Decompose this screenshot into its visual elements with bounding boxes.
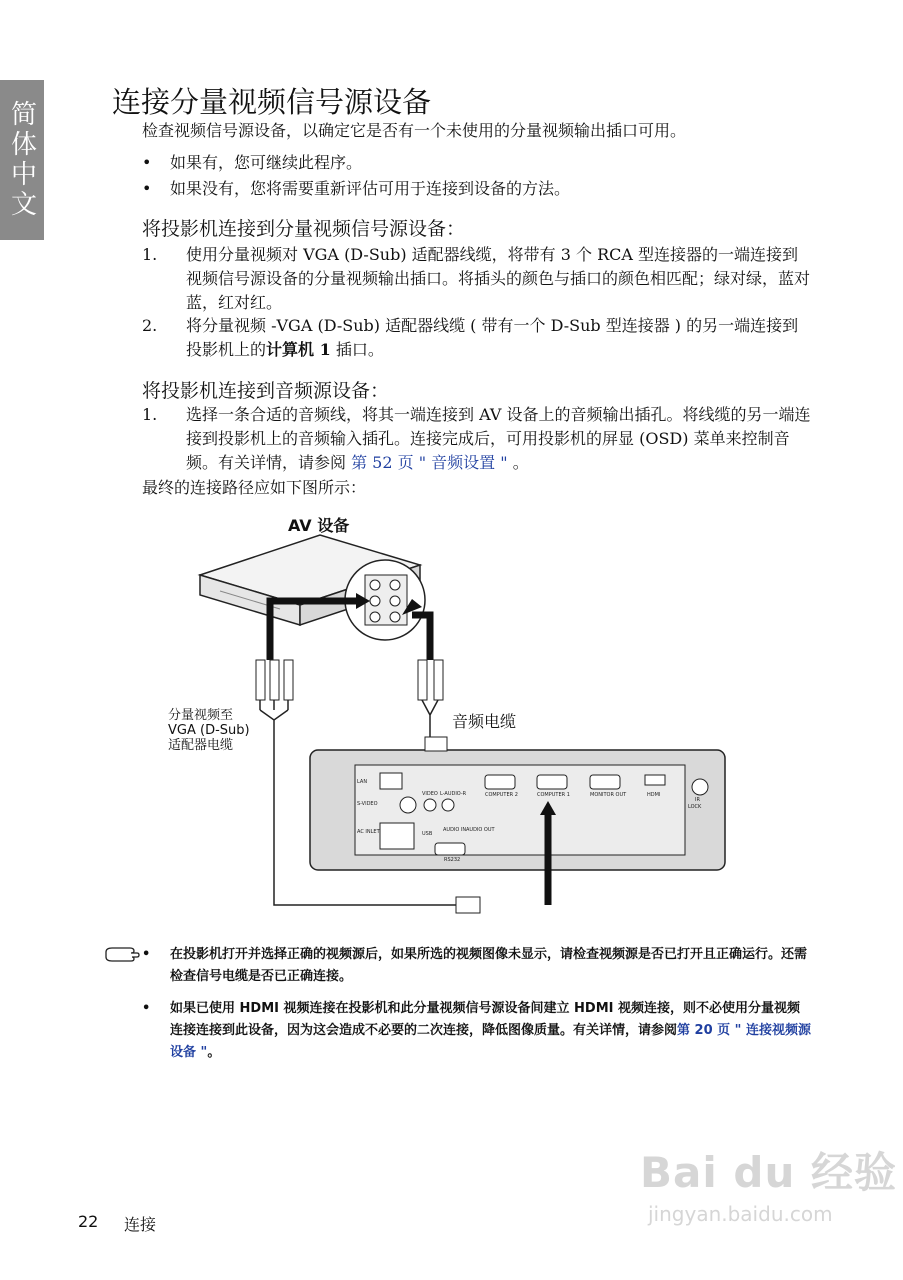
audio-cable-label: 音频电缆 <box>452 712 517 731</box>
connection-diagram <box>160 505 740 915</box>
page-number: 22 <box>78 1212 99 1231</box>
component-cable-label: 分量视频至 VGA (D-Sub) 适配器电缆 <box>168 708 250 753</box>
pointing-hand-icon <box>104 944 140 964</box>
list-item: • 如果有，您可继续此程序。 <box>142 153 363 172</box>
step-1: 1. 使用分量视频对 VGA (D-Sub) 适配器线缆，将带有 3 个 RCA 型连接器的一端连接到视频信号源设备的分量视频输出插口。将插头的颜色与插口的颜色相匹配；绿对绿，蓝对蓝，红对红。 <box>142 245 811 312</box>
av-device-label: AV 设备 <box>288 516 350 535</box>
step-audio-1: 1. 选择一条合适的音频线，将其一端连接到 AV 设备上的音频输出插孔。将线缆的另一端连接到投影机上的音频输入插孔。连接完成后，可用投影机的屏显 (OSD) 菜单来控制音频。有关详情，请参阅 第 52 页 " 音频设置 " 。 <box>142 405 811 472</box>
final-path-text: 最终的连接路径应如下图所示： <box>142 478 367 497</box>
step-2: 2. 将分量视频 -VGA (D-Sub) 适配器线缆 ( 带有一个 D-Sub 型连接器 ) 的另一端连接到投影机上的计算机 1 插口。 <box>142 316 799 359</box>
port-labels: LAN S-VIDEO VIDEO L-AUDIO-R COMPUTER 2 COMPUTER 1 MONITOR OUT HDMI IR LOCK AC INLET USB AUDIO IN AUDIO OUT RS232 <box>357 779 702 863</box>
intro-text: 检查视频信号源设备，以确定它是否有一个未使用的分量视频输出插口可用。 <box>142 121 687 140</box>
video-source-link[interactable]: 第 20 页 " 连接视频源设备 " <box>170 1023 811 1060</box>
section-heading-component: 将投影机连接到分量视频信号源设备： <box>142 218 466 240</box>
section-heading-audio: 将投影机连接到音频源设备： <box>142 380 390 402</box>
page-title: 连接分量视频信号源设备 <box>112 85 432 119</box>
baidu-watermark: Bai du 经验 jingyan.baidu.com <box>640 1148 897 1226</box>
footer-section: 连接 <box>124 1215 157 1234</box>
language-tab: 简体中文 <box>0 80 44 240</box>
list-item: • 如果没有，您将需要重新评估可用于连接到设备的方法。 <box>142 179 571 198</box>
audio-settings-link[interactable]: 第 52 页 " 音频设置 " <box>351 453 508 472</box>
note-item: • 在投影机打开并选择正确的视频源后，如果所选的视频图像未显示，请检查视频源是否已打开且正确运行。还需检查信号电缆是否已正确连接。 <box>142 947 808 984</box>
note-item: • 如果已使用 HDMI 视频连接在投影机和此分量视频信号源设备间建立 HDMI 视频连接，则不必使用分量视频连接连接到此设备，因为这会造成不必要的二次连接，降低图像质量。有关详情，请参阅第 20 页 " 连接视频源设备 "。 <box>142 1001 811 1060</box>
